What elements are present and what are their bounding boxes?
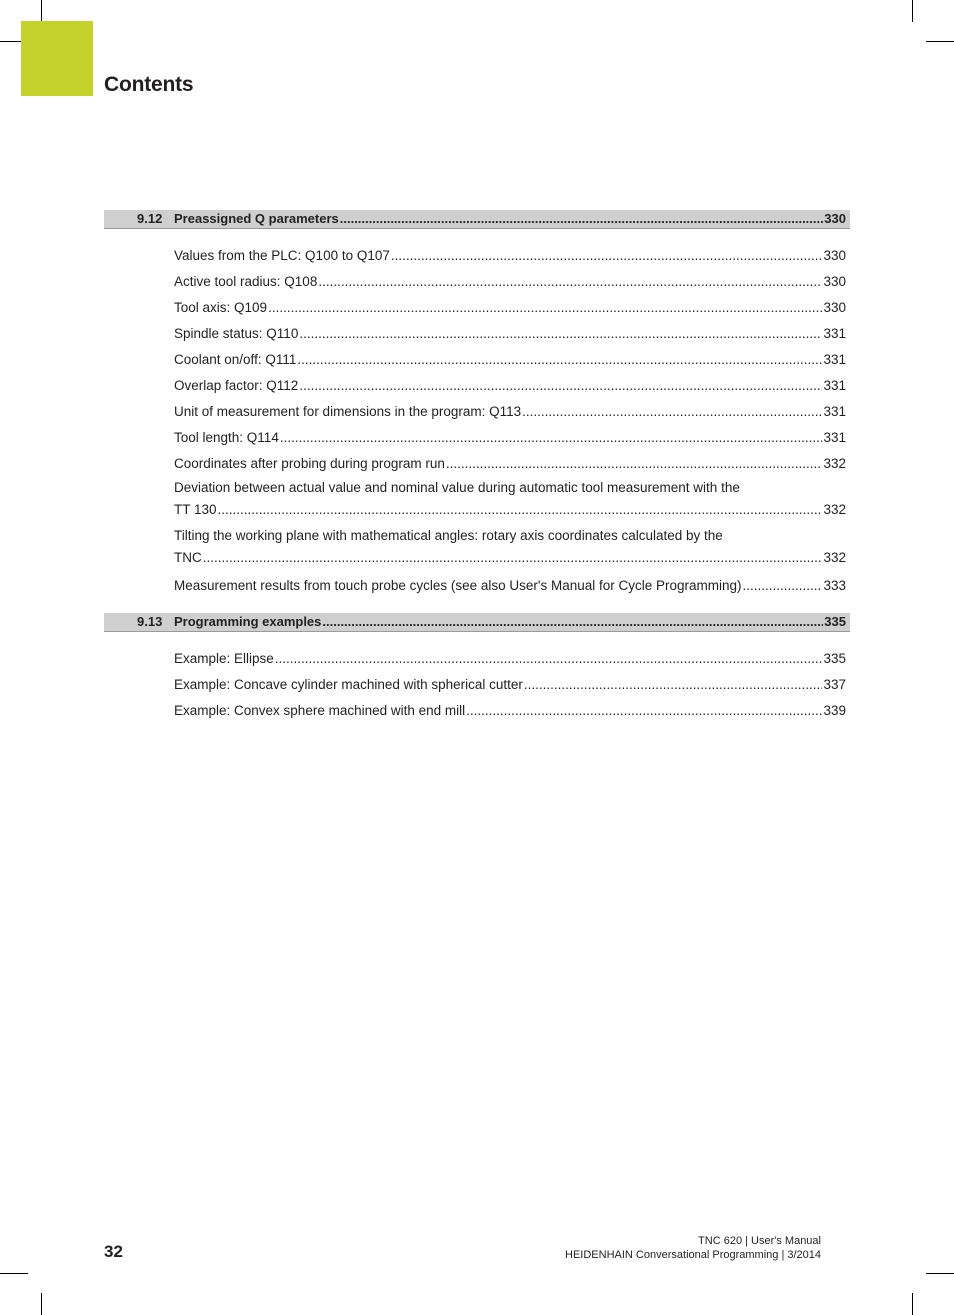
- toc-entry[interactable]: [174, 373, 846, 399]
- entry-page-number: 330: [823, 248, 846, 263]
- section-page-number: 330: [824, 211, 846, 226]
- entry-title: Coolant on/off: Q111: [174, 352, 297, 367]
- entry-title: Overlap factor: Q112: [174, 378, 299, 393]
- entry-page-number: 331: [823, 430, 846, 445]
- toc-entry[interactable]: [174, 295, 846, 321]
- toc-section-9-12: [104, 210, 850, 599]
- entry-title-continued: TT 130: [174, 502, 217, 517]
- leader-dots: [275, 646, 823, 672]
- entry-title: Coordinates after probing during program run: [174, 456, 445, 471]
- entry-title-line: Deviation between actual value and nominal value during automatic tool measurement with the: [174, 480, 740, 495]
- toc-entry[interactable]: [174, 269, 846, 295]
- footer-publisher-line: HEIDENHAIN Conversational Programming | 3/2014: [565, 1249, 821, 1261]
- entry-page-number: 335: [823, 651, 846, 666]
- crop-mark: [0, 1273, 28, 1274]
- entry-page-number: 332: [823, 550, 846, 565]
- section-number: 9.13: [137, 614, 163, 629]
- page-title: Contents: [104, 73, 194, 96]
- section-entries: [104, 646, 850, 724]
- leader-dots: [297, 347, 822, 373]
- toc-entry[interactable]: [174, 321, 846, 347]
- entry-title-continued: TNC: [174, 550, 202, 565]
- entry-title: Spindle status: Q110: [174, 326, 299, 341]
- toc-entry[interactable]: [174, 477, 846, 521]
- section-entries: [104, 243, 850, 599]
- toc-entry[interactable]: [174, 399, 846, 425]
- section-heading-bar[interactable]: [104, 210, 850, 229]
- leader-dots: [340, 210, 824, 228]
- entry-page-number: 331: [823, 404, 846, 419]
- page-number: 32: [104, 1242, 123, 1261]
- leader-dots: [466, 698, 822, 724]
- entry-title: Measurement results from touch probe cycles (see also User's Manual for Cycle Programming): [174, 578, 742, 593]
- entry-title: Tool axis: Q109: [174, 300, 268, 315]
- leader-dots: [280, 425, 823, 451]
- entry-page-number: 331: [823, 352, 846, 367]
- toc-section-9-13: [104, 613, 850, 724]
- toc-entry[interactable]: [174, 646, 846, 672]
- crop-mark: [926, 1273, 954, 1274]
- entry-page-number: 331: [823, 378, 846, 393]
- section-heading-bar[interactable]: [104, 613, 850, 632]
- entry-title: Example: Convex sphere machined with end mill: [174, 703, 466, 718]
- crop-mark: [912, 1293, 913, 1315]
- entry-page-number: 332: [823, 502, 846, 517]
- toc-entry[interactable]: [174, 347, 846, 373]
- footer-info: [565, 1234, 821, 1262]
- toc-entry[interactable]: [174, 672, 846, 698]
- chapter-accent-block: [21, 21, 93, 96]
- leader-dots: [299, 373, 822, 399]
- section-title: Programming examples: [174, 614, 322, 629]
- entry-title: Tool length: Q114: [174, 430, 279, 445]
- toc-entry[interactable]: [174, 451, 846, 477]
- entry-title: Active tool radius: Q108: [174, 274, 318, 289]
- entry-page-number: 331: [823, 326, 846, 341]
- toc-entry[interactable]: [174, 425, 846, 451]
- entry-title: Unit of measurement for dimensions in the program: Q113: [174, 404, 522, 419]
- toc-entry[interactable]: [174, 243, 846, 269]
- entry-page-number: 339: [823, 703, 846, 718]
- entry-title: Example: Ellipse: [174, 651, 274, 666]
- crop-mark: [41, 0, 42, 22]
- entry-page-number: 330: [823, 274, 846, 289]
- section-title: Preassigned Q parameters: [174, 211, 339, 226]
- entry-page-number: 332: [823, 456, 846, 471]
- entry-title-line: Tilting the working plane with mathematical angles: rotary axis coordinates calculated by the: [174, 528, 723, 543]
- toc-entry[interactable]: [174, 525, 846, 569]
- section-number: 9.12: [137, 211, 163, 226]
- leader-dots: [743, 573, 823, 599]
- leader-dots: [203, 547, 823, 569]
- section-page-number: 335: [824, 614, 846, 629]
- leader-dots: [446, 451, 823, 477]
- entry-page-number: 330: [823, 300, 846, 315]
- leader-dots: [524, 672, 823, 698]
- leader-dots: [522, 399, 822, 425]
- entry-page-number: 337: [823, 677, 846, 692]
- footer-manual-title: TNC 620 | User's Manual: [698, 1235, 821, 1247]
- toc-entry[interactable]: [174, 698, 846, 724]
- crop-mark: [912, 0, 913, 22]
- table-of-contents: [104, 210, 850, 724]
- entry-title: Example: Concave cylinder machined with spherical cutter: [174, 677, 523, 692]
- leader-dots: [299, 321, 822, 347]
- crop-mark: [926, 41, 954, 42]
- toc-entry[interactable]: [174, 573, 846, 599]
- leader-dots: [391, 243, 823, 269]
- leader-dots: [218, 499, 823, 521]
- entry-title: Values from the PLC: Q100 to Q107: [174, 248, 390, 263]
- crop-mark: [41, 1293, 42, 1315]
- leader-dots: [268, 295, 822, 321]
- leader-dots: [318, 269, 822, 295]
- entry-page-number: 333: [823, 578, 846, 593]
- leader-dots: [322, 613, 823, 631]
